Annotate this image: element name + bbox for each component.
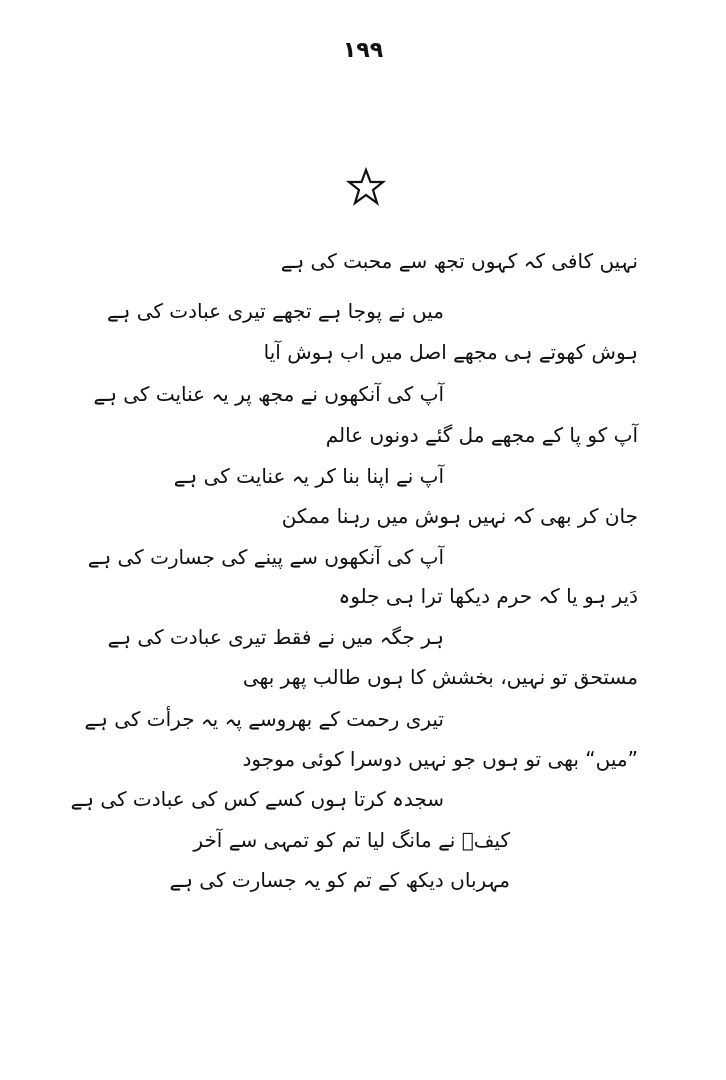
poem-line: آپ کی آنکھوں سے پینے کی جسارت کی ہے [87,545,444,569]
poem-line: ”میں“ بھی تو ہوں جو نہیں دوسرا کوئی موجود [242,747,638,771]
poem-line: ہر جگہ میں نے فقط تیری عبادت کی ہے [107,625,444,649]
poem-line: دَیر ہو یا کہ حرم دیکھا ترا ہی جلوہ [338,584,638,608]
poem-line: آپ کو پا کے مجھے مل گئے دونوں عالم [325,423,638,447]
poem-line: ہوش کھوتے ہی مجھے اصل میں اب ہوش آیا [263,340,638,364]
poem-line: تیری رحمت کے بھروسے پہ یہ جرأت کی ہے [84,707,444,731]
poem-line: سجدہ کرتا ہوں کسے کس کی عبادت کی ہے [70,787,444,811]
poem-line: میں نے پوجا ہے تجھے تیری عبادت کی ہے [106,299,444,323]
poem-line: کیفؔ نے مانگ لیا تم کو تمہی سے آخر [193,828,510,852]
poem-line: جان کر بھی کہ نہیں ہوش میں رہنا ممکن [281,504,638,528]
poem-line: آپ کی آنکھوں نے مجھ پر یہ عنایت کی ہے [93,382,444,406]
poem-line: مستحق تو نہیں، بخشش کا ہوں طالب پھر بھی [242,665,638,689]
poem-line: نہیں کافی کہ کہوں تجھ سے محبت کی ہے [280,249,638,273]
poem-line: آپ نے اپنا بنا کر یہ عنایت کی ہے [173,464,444,488]
page-number: ۱۹۹ [342,38,384,63]
poem-line: مہرباں دیکھ کے تم کو یہ جسارت کی ہے [169,868,510,892]
